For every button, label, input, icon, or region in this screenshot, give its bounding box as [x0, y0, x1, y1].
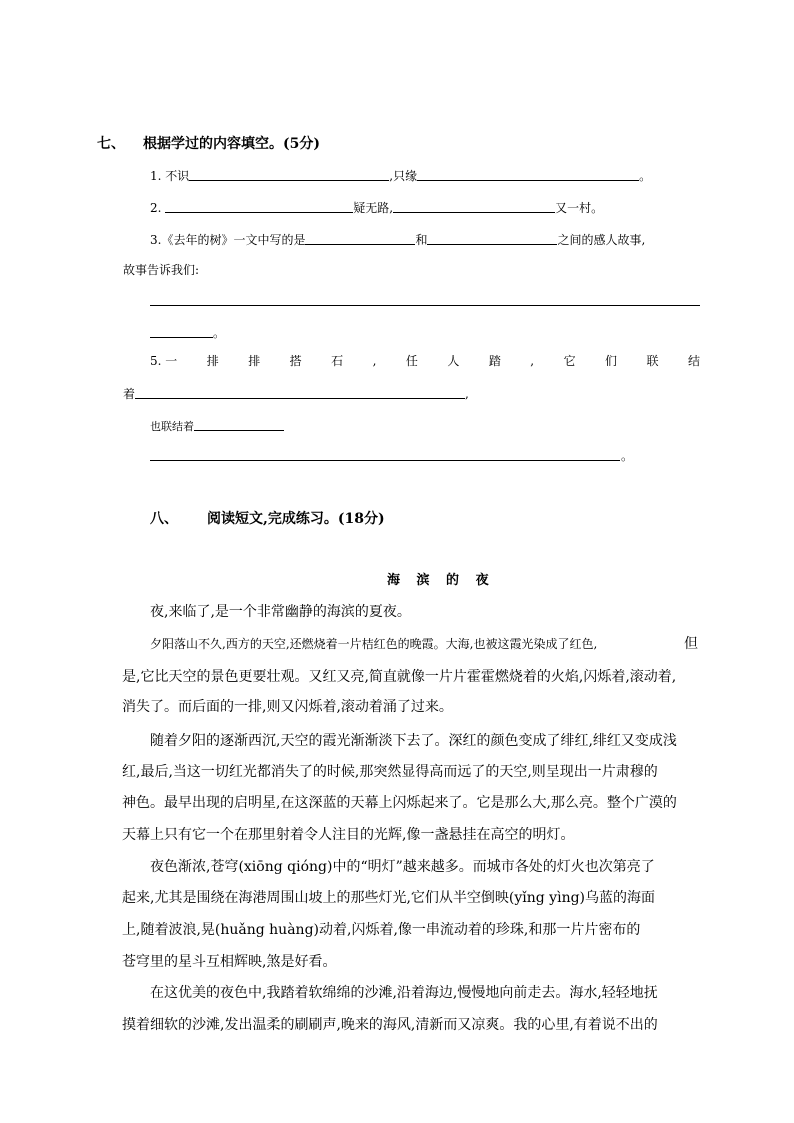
paragraph-line: 是,它比天空的景色更要壮观。又红又亮,简直就像一片片霍霍燃烧着的火焰,闪烁着,滚动着,	[122, 669, 677, 685]
q5-answer-line[interactable]	[150, 460, 620, 461]
q1-blank-1[interactable]	[189, 168, 389, 181]
q3-answer-blank[interactable]	[150, 325, 213, 338]
q5-char: 石	[331, 354, 344, 368]
paragraph-line: 天幕上只有它一个在那里射着令人注目的光辉,像一盏悬挂在高空的明灯。	[122, 827, 575, 843]
q3-line	[150, 232, 645, 246]
q1-blank-2[interactable]	[417, 168, 639, 181]
q2-label: 2.	[150, 201, 162, 215]
q3-period: 。	[213, 326, 226, 340]
q5-char: ,	[530, 354, 535, 368]
paragraph-line: 夜色渐浓,苍穹(xiōng qióng)中的“明灯”越来越多。而城市各处的灯火也次第亮了	[150, 859, 655, 875]
section7-title: 根据学过的内容填空。(5分)	[143, 136, 320, 152]
q5-char: 搭	[289, 354, 302, 368]
section7-number: 七、	[97, 136, 125, 152]
q5-line2-start: 着	[123, 387, 136, 401]
q1-line	[150, 168, 651, 182]
paragraph-line: 摸着细软的沙滩,发出温柔的刷刷声,晚来的海风,清新而又凉爽。我的心里,有着说不出的	[122, 1017, 658, 1033]
q5-char: 结	[687, 354, 700, 368]
q2-end: 又一村。	[555, 201, 604, 215]
q3-blank-2[interactable]	[427, 232, 557, 245]
q5-char: 们	[605, 354, 618, 368]
q5-period: 。	[621, 449, 634, 463]
q5-char: ,	[372, 354, 377, 368]
q3-end: 之间的感人故事,	[557, 233, 646, 247]
q5-char: 联	[646, 354, 659, 368]
q5-char: 任	[405, 354, 418, 368]
q3-and: 和	[415, 233, 428, 247]
q5-char: 踏	[488, 354, 501, 368]
paragraph-line: 消失了。而后面的一排,则又闪烁着,滚动着涌了过来。	[122, 699, 453, 715]
paragraph-line: 但	[684, 636, 698, 652]
section8-title: 阅读短文,完成练习。(18分)	[207, 511, 385, 527]
q3-start: 3.《去年的树》一文中写的是	[150, 233, 306, 247]
q2-line	[150, 200, 603, 214]
q5-char: 人	[447, 354, 460, 368]
paragraph-line: 苍穹里的星斗互相辉映,煞是好看。	[122, 954, 337, 970]
paragraph-line: 上,随着波浪,晃(huǎng huàng)动着,闪烁着,像一串流动着的珍珠,和那一片片密布的	[122, 922, 641, 938]
q2-blank-1[interactable]	[165, 200, 353, 213]
q3-answer-line[interactable]	[150, 305, 700, 306]
q5-line2	[123, 386, 469, 400]
paragraph-line: 夕阳落山不久,西方的天空,还燃烧着一片桔红色的晚霞。大海,也被这霞光染成了红色,	[150, 637, 598, 651]
paragraph-line: 神色。最早出现的启明星,在这深蓝的天幕上闪烁起来了。它是那么大,那么亮。整个广漠的	[122, 795, 677, 811]
q5-line3	[150, 418, 284, 432]
q2-mid: 疑无路,	[353, 201, 394, 215]
section8-number: 八、	[150, 511, 178, 527]
article-title: 海 滨 的 夜	[387, 573, 495, 588]
q3-blank-1[interactable]	[305, 232, 415, 245]
q5-line2-end: ,	[465, 387, 469, 401]
q5-char: 排	[248, 354, 261, 368]
paragraph-line: 在这优美的夜色中,我踏着软绵绵的沙滩,沿着海边,慢慢地向前走去。海水,轻轻地抚	[150, 985, 658, 1001]
q3-prompt: 故事告诉我们:	[123, 263, 200, 277]
q5-char: 5. 一	[150, 354, 178, 368]
q1-label: 1. 不识	[150, 169, 190, 183]
q1-mid: ,只缘	[389, 169, 418, 183]
paragraph-line: 随着夕阳的逐渐西沉,天空的霞光渐渐淡下去了。深红的颜色变成了绯红,绯红又变成浅	[150, 733, 677, 749]
q5-line	[150, 355, 700, 367]
paragraph-line: 起来,尤其是围绕在海港周围山坡上的那些灯光,它们从半空倒映(yǐng yìng)乌蓝的海面	[122, 890, 656, 906]
q5-char: 排	[206, 354, 219, 368]
q5-blank-1[interactable]	[135, 386, 465, 399]
q5-blank-2[interactable]	[194, 418, 284, 431]
q5-char: 它	[563, 354, 576, 368]
paragraph-line: 红,最后,当这一切红光都消失了的时候,那突然显得高而远了的天空,则呈现出一片肃穆的	[122, 764, 658, 780]
paragraph-line: 夜,来临了,是一个非常幽静的海滨的夏夜。	[150, 604, 411, 620]
q2-blank-2[interactable]	[393, 200, 555, 213]
q3-answer-end	[150, 325, 225, 339]
q5-line3-label: 也联结着	[150, 420, 194, 433]
q1-end: 。	[639, 169, 652, 183]
